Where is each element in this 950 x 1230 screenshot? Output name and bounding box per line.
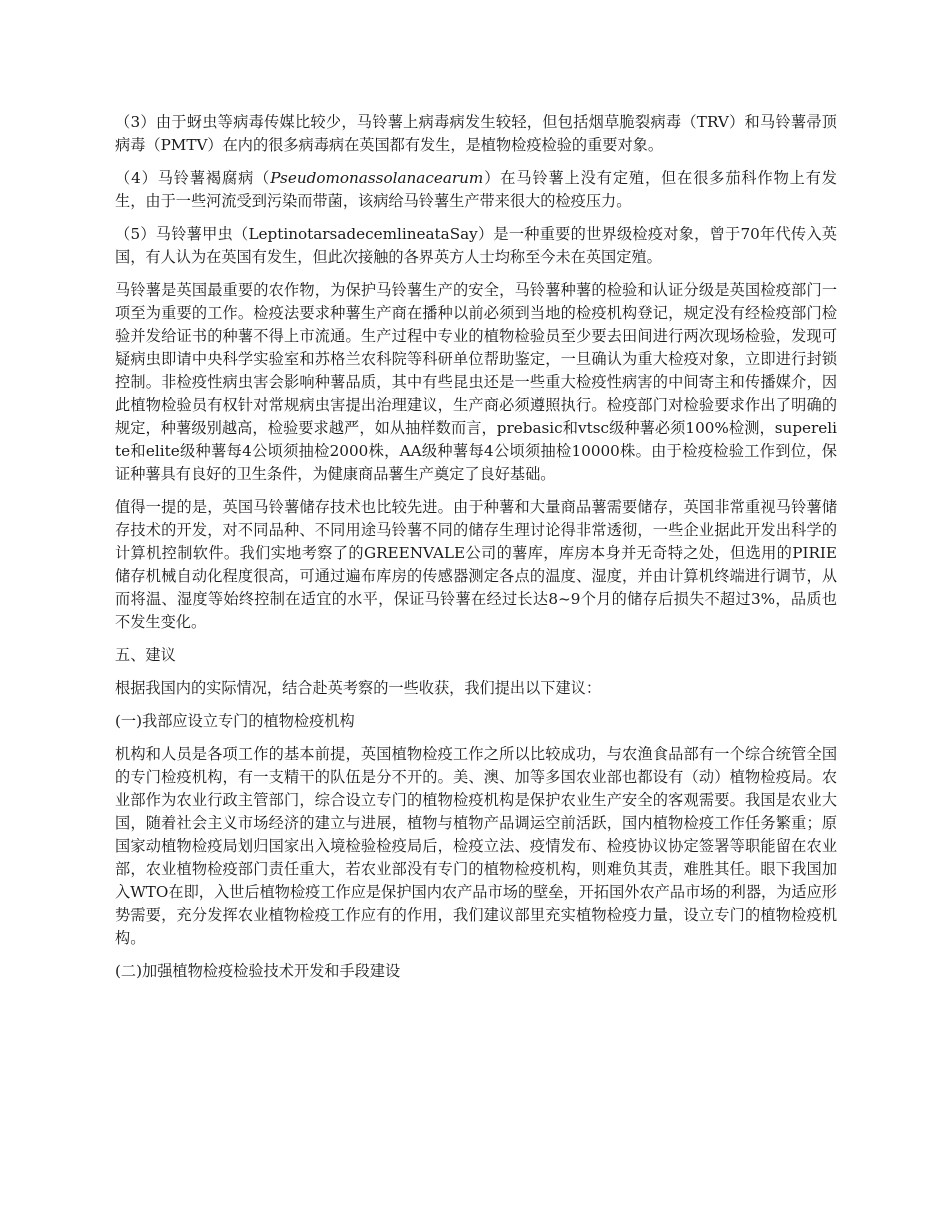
paragraph-brown-rot <box>115 167 837 213</box>
section-heading-suggestions: 五、建议 <box>115 646 176 664</box>
intro-line-suggestions: 根据我国内的实际情况，结合赴英考察的一些收获，我们提出以下建议： <box>115 679 601 697</box>
paragraph-quarantine-agency: 机构和人员是各项工作的基本前提，英国植物检疫工作之所以比较成功，与农渔食品部有一个综合统管全国的专门检疫机构，有一支精干的队伍是分不开的。美、澳、加等多国农业部也都设有（动）植物检疫局。农业部作为农业行政主管部门，综合设立专门的植物检疫机构是保护农业生产安全的客观需要。我国是农业大国，随着社会主义市场经济的建立与进展，植物与植物产品调运空前活跃，国内植物检疫工作任务繁重；原国家动植物检疫局划归国家出入境检验检疫局后，检疫立法、疫情发布、检疫协议协定签署等职能留在农业部，农业植物检疫部门责任重大，若农业部没有专门的植物检疫机构，则难负其责，难胜其任。眼下我国加入WTO在即，入世后植物检疫工作应是保护国内农产品市场的壁垒，开拓国外农产品市场的利器，为适应形势需要，充分发挥农业植物检疫工作应有的作用，我们建议部里充实植物检疫力量，设立专门的植物检疫机构。 <box>115 745 837 947</box>
subheading-quarantine-agency: (一)我部应设立专门的植物检疫机构 <box>115 712 355 730</box>
paragraph-potato-beetle: （5）马铃薯甲虫（LeptinotarsadecemlineataSay）是一种重要的世界级检疫对象，曾于70年代传入英国，有人认为在英国有发生，但此次接触的各界英方人士均称至今未在英国定殖。 <box>115 225 837 266</box>
paragraph-seed-potato-certification: 马铃薯是英国最重要的农作物，为保护马铃薯生产的安全，马铃薯种薯的检验和认证分级是英国检疫部门一项至为重要的工作。检疫法要求种薯生产商在播种以前必须到当地的检疫机构登记，规定没有经检疫部门检验并发给证书的种薯不得上市流通。生产过程中专业的植物检验员至少要去田间进行两次现场检验，发现可疑病虫即请中央科学实验室和苏格兰农科院等科研单位帮助鉴定，一旦确认为重大检疫对象，立即进行封锁控制。非检疫性病虫害会影响种薯品质，其中有些昆虫还是一些重大检疫性病害的中间寄主和传播媒介，因此植物检验员有权针对常规病虫害提出治理建议，生产商必须遵照执行。检疫部门对检验要求作出了明确的规定，种薯级别越高，检验要求越严，如从抽样数而言，prebasic和vtsc级种薯必须100%检测，superelite和elite级种薯每4公顷须抽检2000株，AA级种薯每4公顷须抽检10000株。由于检疫检验工作到位，保证种薯具有良好的卫生条件，为健康商品薯生产奠定了良好基础。 <box>115 281 837 483</box>
subheading-technology-development: (二)加强植物检疫检验技术开发和手段建设 <box>115 962 401 980</box>
paragraph-storage-technology: 值得一提的是，英国马铃薯储存技术也比较先进。由于种薯和大量商品薯需要储存，英国非常重视马铃薯储存技术的开发，对不同品种、不同用途马铃薯不同的储存生理讨论得非常透彻，一些企业据此开发出科学的计算机控制软件。我们实地考察了的GREENVALE公司的薯库，库房本身并无奇特之处，但选用的PIRIE储存机械自动化程度很高，可通过遍布库房的传感器测定各点的温度、湿度，并由计算机终端进行调节，从而将温、湿度等始终控制在适宜的水平，保证马铃薯在经过长达8~9个月的储存后损失不超过3%，品质也不发生变化。 <box>115 498 837 631</box>
document-page <box>115 111 837 993</box>
brown-rot-latin-name: Pseudomonassolanacearum <box>270 169 484 187</box>
brown-rot-text-end: ）在马铃薯上没有定殖，但在很多茄科作物上有发生，由于一些河流受到污染而带菌，该病给马铃薯生产带来很大的检疫压力。 <box>115 169 837 210</box>
brown-rot-text-start: （4）马铃薯褐腐病（ <box>115 169 271 187</box>
paragraph-virus: （3）由于蚜虫等病毒传媒比较少，马铃薯上病毒病发生较轻，但包括烟草脆裂病毒（TRV）和马铃薯帚顶病毒（PMTV）在内的很多病毒病在英国都有发生，是植物检疫检验的重要对象。 <box>115 113 837 154</box>
